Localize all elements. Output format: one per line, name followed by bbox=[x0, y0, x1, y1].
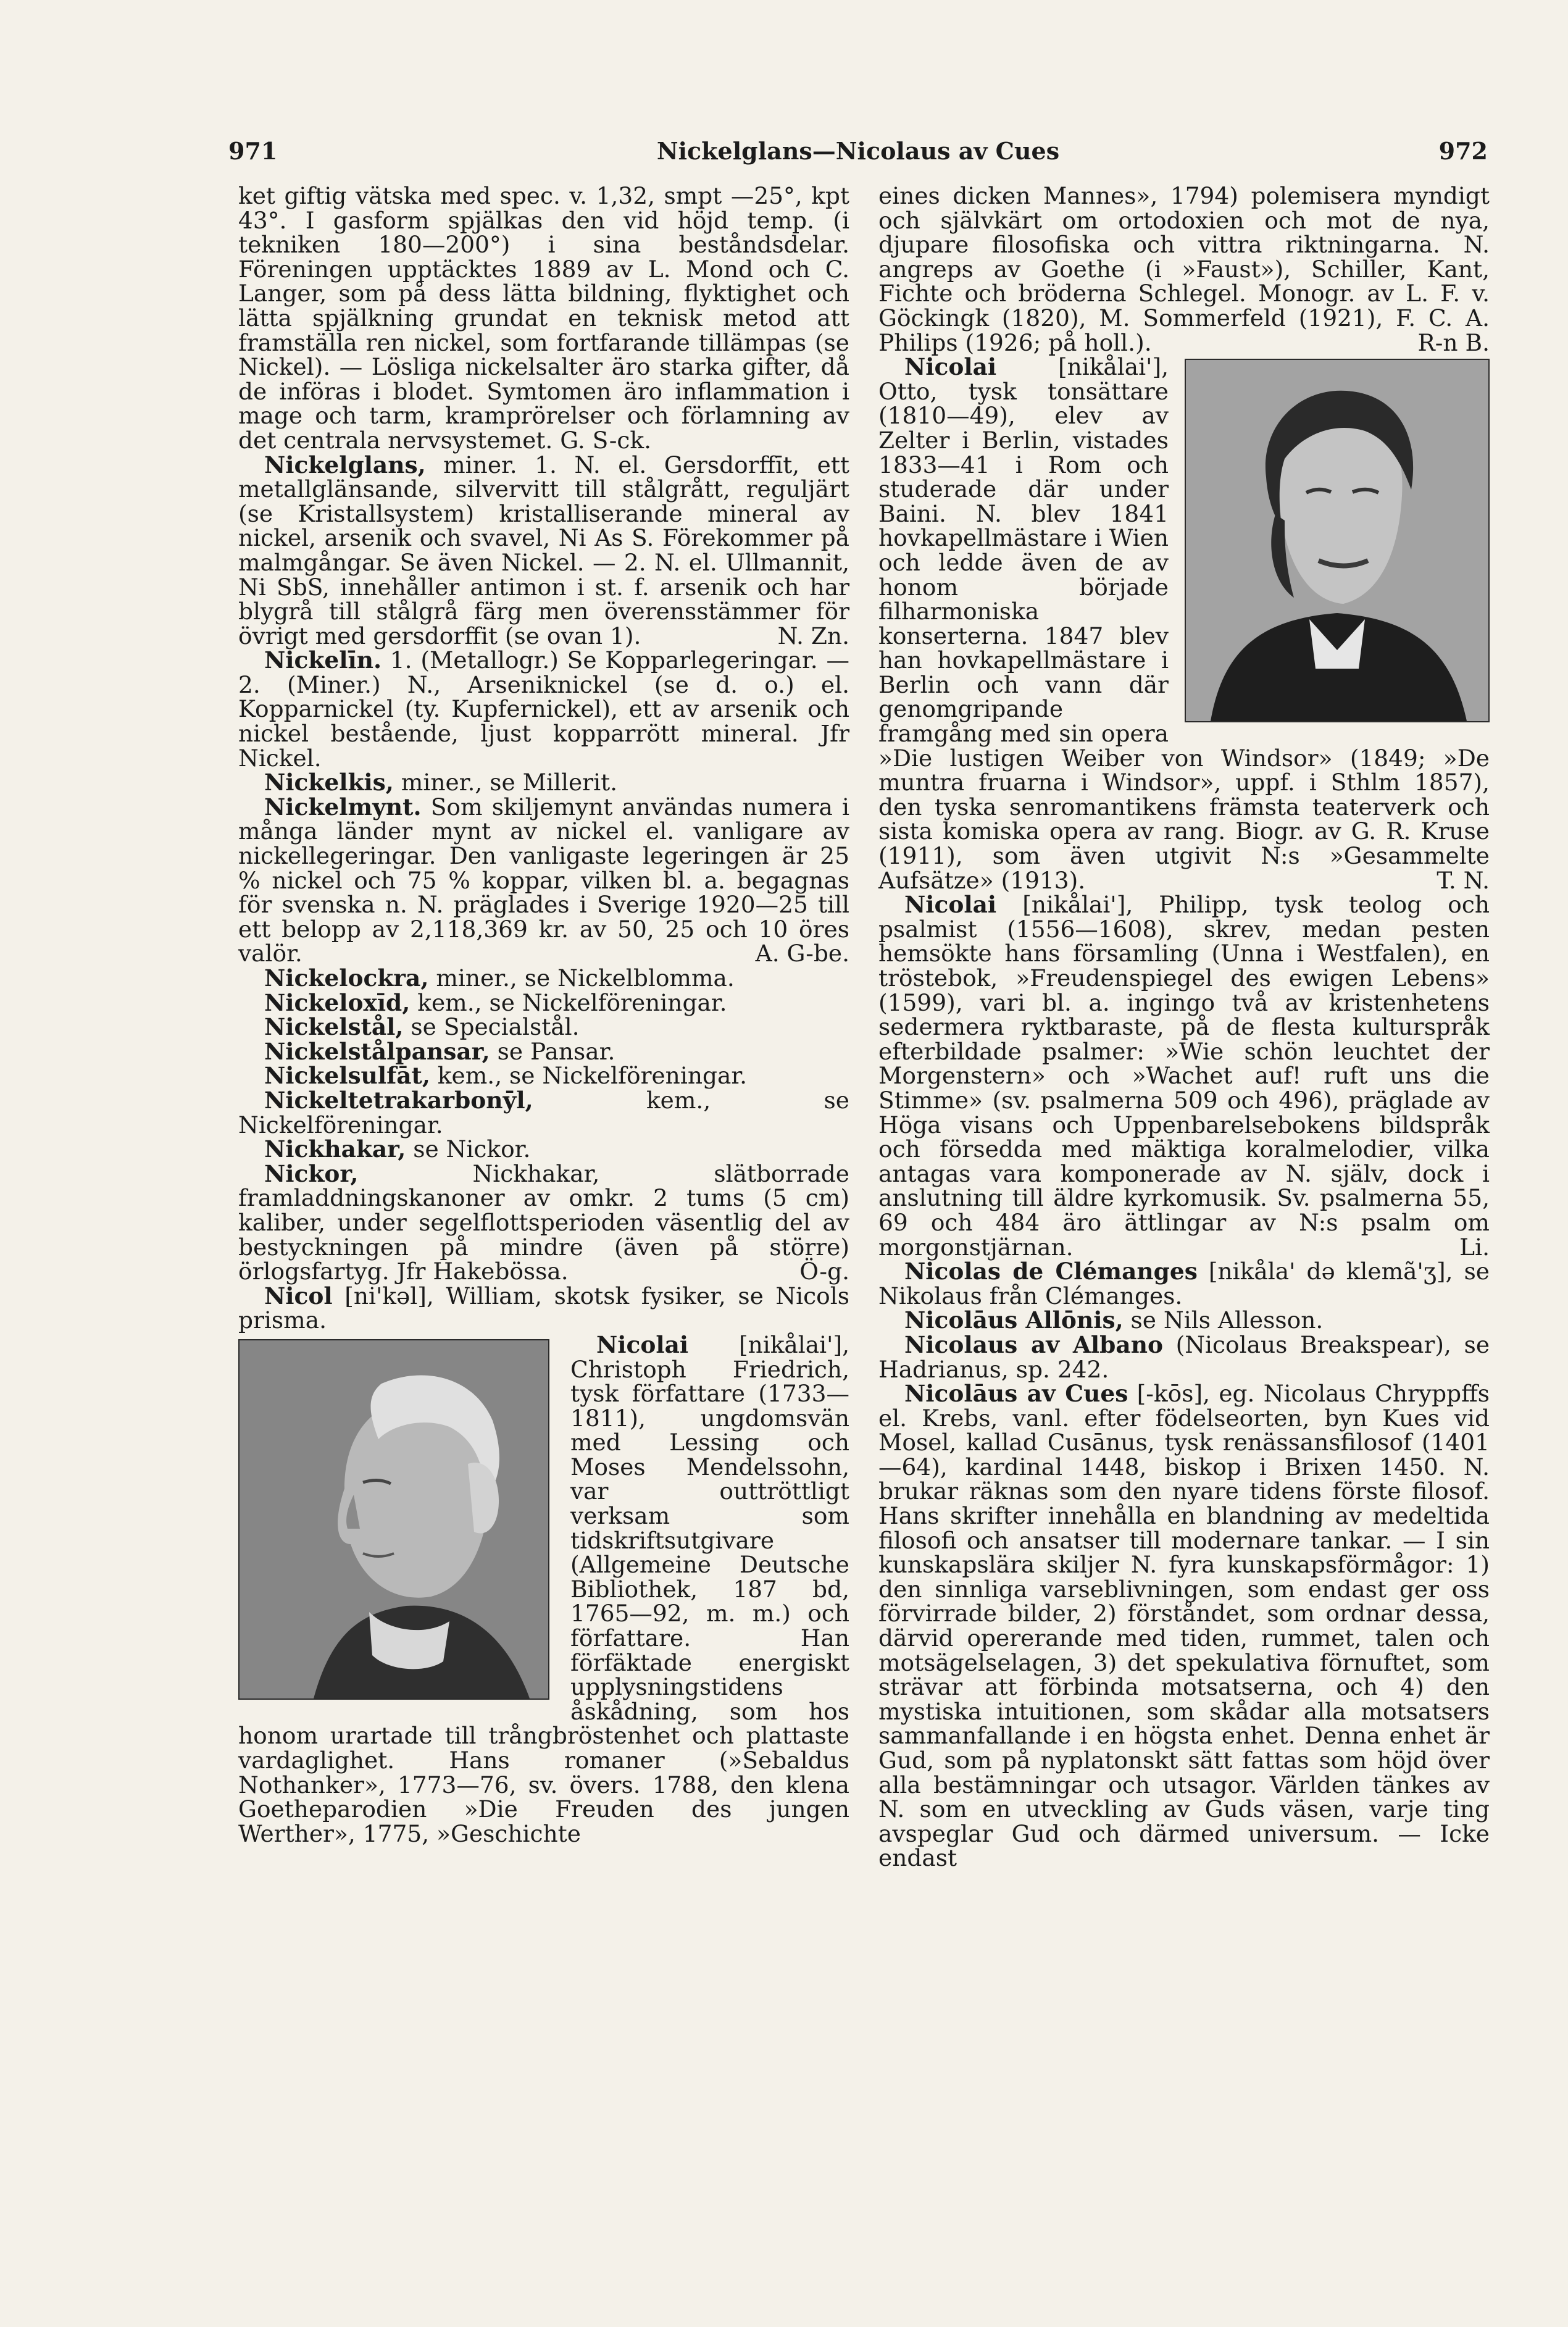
page-header bbox=[228, 137, 1488, 174]
headword: Nicol bbox=[264, 1282, 333, 1310]
author-signature: Li. bbox=[1459, 1233, 1490, 1261]
entry-nickelstalpansar: Nickelstålpansar, se Pansar. bbox=[264, 1037, 615, 1065]
headword: Nickelockra, bbox=[264, 964, 429, 992]
left-column bbox=[238, 184, 849, 1846]
right-column bbox=[878, 184, 1490, 1871]
author-signature: T. N. bbox=[1437, 866, 1490, 894]
headword: Nicolaus av Albano bbox=[904, 1331, 1163, 1358]
headword: Nickelstålpansar, bbox=[264, 1037, 490, 1065]
entry-nickelsulfat: Nickelsulfāt, kem., se Nickelföreningar. bbox=[264, 1062, 748, 1090]
portrait-otto-nicolai bbox=[1185, 359, 1490, 722]
entry-continuation: ket giftig vätska med spec. v. 1,32, smpt —25°, kpt 43°. I gasform spjälkas den vid höjd temp. (i tekniken 180—200°) i sina beståndsdelar. Föreningen upptäcktes 1889 av L. Mond och C. Langer, som på dess lätta bildning, flyktighet och lätta spjälkning grundat en teknisk metod att framställa ren nickel, som fortfarande tillämpas (se Nickel). — Lösliga nickelsalter äro starka gifter, då de införas i blodet. Symtomen äro inflammation i mage och tarm, kramprörelser och förlamning av det centrala nervsystemet. G. S-ck. bbox=[238, 182, 849, 454]
portrait-otto-nicolai-image bbox=[1186, 360, 1488, 721]
entry-nickelglans: Nickelglans, miner. 1. N. el. Gersdorffīt, ett metallglänsande, silvervitt till stålgrått, reguljärt (se Kristallsystem) kristalliserande mineral av nickel, arsenik och svavel, Ni As S. Förekommer på malmgångar. Se även Nickel. — 2. N. el. Ullmannit, Ni SbS, innehåller antimon i st. f. arsenik och har blygrå till stålgrå färg men överensstämmer för övrigt med gersdorffit (se ovan 1). N. Zn. bbox=[238, 451, 850, 650]
entry-nickelkis: Nickelkis, miner., se Millerit. bbox=[264, 769, 618, 796]
entry-nicolai-christoph: Nicolai [nikålai'], Christoph Friedrich, tysk författare (1733—1811), ungdomsvän med Lessing och Moses Mendelssohn, var outtröttligt verksam som tidskriftsutgivare (Allgemeine Deutsche Bibliothek, 187 bd, 1765—92, m. m.) och författare. Han förfäktade energiskt upplysningstidens åskådning, som hos honom urartade till trångbröstenhet och plattaste vardaglighet. Hans romaner (»Sebaldus Nothanker», 1773—76, sv. övers. 1788, den klena Goetheparodien »Die Freuden des jungen Werther», 1775, »Geschichte bbox=[238, 1331, 849, 1847]
entry-cues: Nicolāus av Cues [-kōs], eg. Nicolaus Chryppffs el. Krebs, vanl. efter födelseorten, byn Kues vid Mosel, kallad Cusānus, tysk renässansfilosof (1401—64), kardinal 1448, biskop i Brixen 1450. N. brukar räknas som den nyare tidens förste filosof. Hans skrifter innehålla en blandning av medeltida filosofi och ansatser till modernare tankar. — I sin kunskapslära skiljer N. fyra kunskapsförmågor: 1) den sinnliga varseblivningen, som endast ger oss förvirrade bilder, 2) förståndet, som ordnar dessa, därvid opererande med tiden, rummet, talen och motsägelselagen, 3) det spekulativa förnuftet, som strävar att förbinda motsatserna, och 4) den mystiska intuitionen, som skådar alla motsatsers sammanfallande i en högsta enhet. Denna enhet är Gud, som på nyplatonskt sätt fattas som höjd över alla bestämningar och utsagor. Världen tänkes av N. som en utveckling av Guds väsen, varje ting avspeglar Gud och därmed universum. — Icke endast bbox=[878, 1380, 1490, 1872]
page-number-left: 971 bbox=[228, 137, 278, 165]
portrait-christoph-nicolai-image bbox=[240, 1340, 548, 1698]
entry-nickor: Nickor, Nickhakar, slätborrade framladdningskanoner av omkr. 2 tums (5 cm) kaliber, under segelflottsperioden väsentlig del av bestyckningen på mindre (även på större) örlogsfartyg. Jfr Hakebössa. Ö-g. bbox=[238, 1159, 849, 1285]
page-number-right: 972 bbox=[1438, 137, 1488, 165]
headword: Nickelglans, bbox=[264, 451, 426, 478]
portrait-christoph-nicolai bbox=[238, 1339, 549, 1700]
headword: Nicolai bbox=[596, 1331, 689, 1358]
headword: Nickeltetrakarbonȳl, bbox=[264, 1086, 533, 1114]
entry-nickelstal: Nickelstål, se Specialstål. bbox=[264, 1013, 580, 1041]
headword: Nickhakar, bbox=[264, 1135, 406, 1163]
entry-nickhakar: Nickhakar, se Nickor. bbox=[264, 1135, 531, 1163]
headword: Nickelstål, bbox=[264, 1013, 404, 1041]
author-signature: R-n B. bbox=[1417, 328, 1490, 356]
headword: Nickelkis, bbox=[264, 769, 394, 796]
entry-nickeloxid: Nickeloxīd, kem., se Nickelföreningar. bbox=[264, 988, 727, 1016]
headword: Nickor, bbox=[264, 1159, 359, 1187]
entry-albano: Nicolaus av Albano (Nicolaus Breakspear), se Hadrianus, sp. 242. bbox=[878, 1331, 1490, 1383]
author-signature: N. Zn. bbox=[777, 622, 849, 650]
entry-nicol: Nicol [ni'kəl], William, skotsk fysiker, se Nicols prisma. bbox=[238, 1282, 849, 1334]
entry-clemanges: Nicolas de Clémanges [nikåla' də klemã'ʒ], se Nikolaus från Clémanges. bbox=[878, 1258, 1490, 1310]
entry-allonis: Nicolāus Allōnis, se Nils Allesson. bbox=[904, 1306, 1324, 1334]
entry-nickelin: Nickelīn. 1. (Metallogr.) Se Kopparlegeringar. — 2. (Miner.) N., Arseniknickel (se d. o.) el. Kopparnickel (ty. Kupfernickel), ett av arsenik och nickel bestående, ljust kopparrött mineral. Jfr Nickel. bbox=[238, 646, 849, 772]
headword: Nickeloxīd, bbox=[264, 988, 411, 1016]
headword: Nicolāus av Cues bbox=[904, 1380, 1128, 1408]
running-title: Nickelglans—Nicolaus av Cues bbox=[656, 137, 1060, 165]
author-signature: Ö-g. bbox=[799, 1258, 849, 1285]
headword: Nickelīn. bbox=[264, 646, 382, 674]
headword: Nicolai bbox=[904, 891, 997, 919]
entry-nickelmynt: Nickelmynt. Som skiljemynt användas numera i många länder mynt av nickel el. vanligare av nickellegeringar. Den vanligaste legeringen är 25 % nickel och 75 % koppar, vilken bl. a. begagnas för svenska n. N. präglades i Sverige 1920—25 till ett belopp av 2,118,369 kr. av 50, 25 och 10 öres valör. A. G-be. bbox=[238, 793, 850, 967]
entry-nickelockra: Nickelockra, miner., se Nickelblomma. bbox=[264, 964, 735, 992]
entry-nickeltetrakarbonyl: Nickeltetrakarbonȳl, kem., se Nickelföreningar. bbox=[238, 1086, 849, 1138]
entry-continuation: eines dicken Mannes», 1794) polemisera myndigt och självkärt om ortodoxien och mot de nya, djupare filosofiska och vittra riktningarna. N. angreps av Goethe (i »Faust»), Schiller, Kant, Fichte och bröderna Schlegel. Monogr. av L. F. v. Göckingk (1820), M. Sommerfeld (1921), F. C. A. Philips (1926; på holl.). R-n B. bbox=[878, 182, 1490, 356]
entry-nicolai-philipp: Nicolai [nikålai'], Philipp, tysk teolog och psalmist (1556—1608), skrev, medan pesten hemsökte hans församling (Unna i Westfalen), en tröstebok, »Freudenspiegel des ewigen Lebens» (1599), vari bl. a. ingingo två av kristenhetens sedermera ryktbaraste, på de flesta kulturspråk efterbildade psalmer: »Wie schön leuchtet der Morgenstern» och »Wachet auf! ruft uns die Stimme» (sv. psalmerna 509 och 496), präglade av Höga visans och Uppenbarelsebokens bildspråk och försedda med mäktiga koralmelodier, vilka antagas vara komponerade av N. själv, dock i anslutning till äldre kyrkomusik. Sv. psalmerna 55, 69 och 484 äro ättlingar av N:s psalm om morgonstjärnan. Li. bbox=[878, 891, 1490, 1261]
headword: Nicolāus Allōnis, bbox=[904, 1306, 1124, 1334]
headword: Nickelmynt. bbox=[264, 793, 422, 821]
author-signature: A. G-be. bbox=[755, 940, 849, 967]
headword: Nickelsulfāt, bbox=[264, 1062, 430, 1090]
headword: Nicolai bbox=[904, 353, 997, 381]
entry-nicolai-otto: Nicolai [nikålai'], Otto, tysk tonsättare (1810—49), elev av Zelter i Berlin, vistades 1833—41 i Rom och studerade där under Baini. N. blev 1841 hovkapellmästare i Wien och ledde även de av honom började filharmoniska konserterna. 1847 blev han hovkapellmästare i Berlin och vann där genomgripande framgång med sin opera »Die lustigen Weiber von Windsor» (1849; »De muntra fruarna i Windsor», uppf. i Sthlm 1857), den tyska senromantikens främsta teaterverk och sista komiska opera av rang. Biogr. av G. R. Kruse (1911), som även utgivit N:s »Gesammelte Aufsätze» (1913). T. N. bbox=[878, 353, 1490, 894]
headword: Nicolas de Clémanges bbox=[904, 1258, 1198, 1285]
